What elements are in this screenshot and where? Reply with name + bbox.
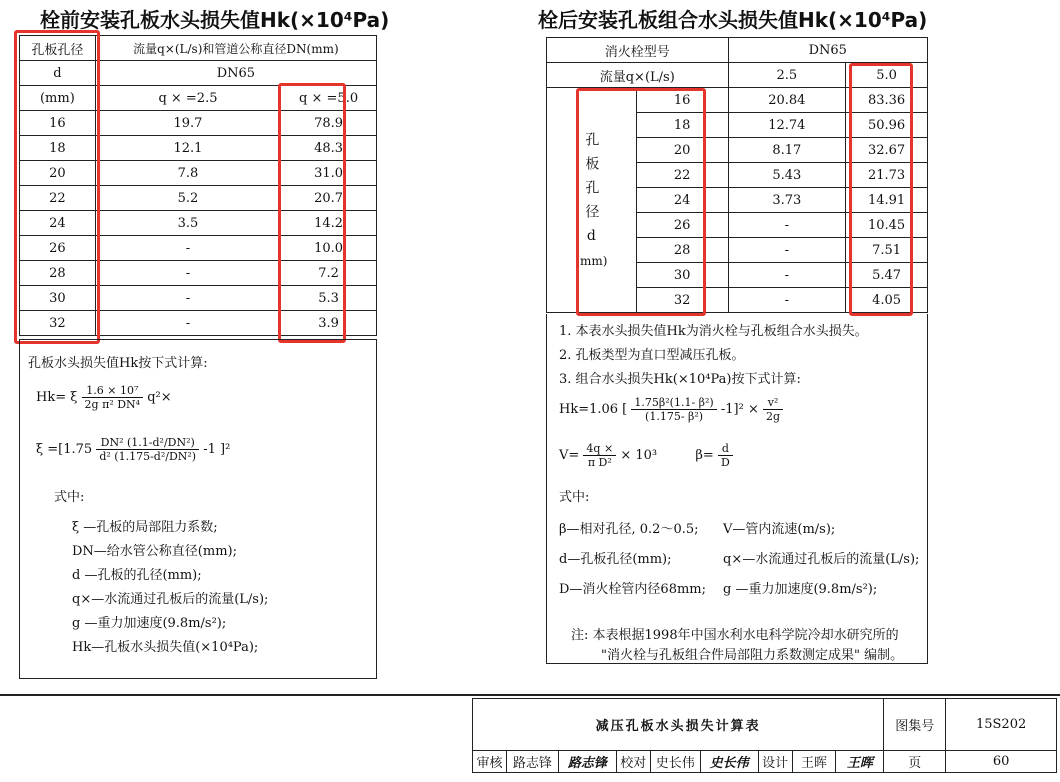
table-row — [20, 136, 377, 161]
formula-xi — [36, 436, 230, 463]
diameter-cell: 26 — [20, 236, 96, 261]
formula-beta-fraction — [718, 442, 733, 469]
def-qx-right: q×—水流通过孔板后的流量(L/s); — [723, 552, 920, 567]
diameter-cell: 30 — [20, 286, 96, 311]
col-d-label-3: (mm) — [20, 86, 96, 111]
vertical-diameter-text: 孔板孔径d — [583, 132, 600, 254]
flow-5-0-cell: 7.2 — [281, 261, 377, 286]
table-row — [20, 311, 377, 336]
def-hk: Hk—孔板水头损失值(×10⁴Pa); — [72, 640, 259, 655]
table-row — [547, 88, 928, 113]
flow-dn-header: 流量q×(L/s)和管道公称直径DN(mm) — [95, 36, 376, 61]
vertical-diameter-label — [547, 88, 637, 313]
hydrant-model-label: 消火栓型号 — [547, 38, 729, 63]
diameter-cell: 18 — [20, 136, 96, 161]
left-table-title: 栓前安装孔板水头损失值Hk(×10⁴Pa) — [40, 8, 390, 32]
diameter-cell: 20 — [20, 161, 96, 186]
formula-combined-den: (1.175- β²) — [645, 410, 704, 423]
formula-combined-fraction — [631, 396, 716, 423]
diameter-cell: 18 — [636, 113, 728, 138]
review-signature: 路志锋 — [558, 751, 616, 773]
formula-combined-num: 1.75β²(1.1- β²) — [631, 396, 716, 410]
diameter-cell: 24 — [20, 211, 96, 236]
diameter-cell: 20 — [636, 138, 728, 163]
formula-hk-den: 2g π² DN⁴ — [84, 398, 141, 411]
note-1: 1. 本表水头损失值Hk为消火栓与孔板组合水头损失。 — [559, 324, 868, 339]
flow-q2-header: q × =5.0 — [281, 86, 377, 111]
flow-2-5-cell: 3.73 — [728, 188, 846, 213]
flow-2-5-cell: - — [95, 286, 280, 311]
diameter-cell: 16 — [636, 88, 728, 113]
left-headloss-table — [19, 35, 377, 336]
col-d-label-1: 孔板孔径 — [20, 36, 96, 61]
where-label: 式中: — [54, 490, 85, 505]
source-note-2: "消火栓与孔板组合件局部阻力系数测定成果" 编制。 — [601, 648, 904, 663]
formula-velocity-fraction — [583, 442, 616, 469]
def-beta: β—相对孔径, 0.2～0.5; — [559, 522, 699, 537]
flow-2-5-cell: 7.8 — [95, 161, 280, 186]
note-2: 2. 孔板类型为直口型减压孔板。 — [559, 348, 745, 363]
flow-2-5-cell: - — [728, 288, 846, 313]
formula-hk-fraction — [82, 384, 144, 411]
table-row — [20, 236, 377, 261]
design-name: 王晖 — [792, 751, 836, 773]
flow-5-0-cell: 5.3 — [281, 286, 377, 311]
flow-2-5-cell: 5.43 — [728, 163, 846, 188]
diameter-cell: 32 — [20, 311, 96, 336]
flow-5-0-cell: 21.73 — [846, 163, 928, 188]
flow-2-5-cell: 3.5 — [95, 211, 280, 236]
table-row — [20, 261, 377, 286]
flow-label: 流量q×(L/s) — [547, 63, 729, 88]
flow-5-0-cell: 50.96 — [846, 113, 928, 138]
flow-5-0-cell: 20.7 — [281, 186, 377, 211]
formula-velocity-head — [763, 396, 783, 423]
check-label: 校对 — [616, 751, 650, 773]
formula-hk-num: 1.6 × 10⁷ — [82, 384, 144, 398]
title-block — [472, 698, 1057, 773]
formula-combined-lhs: Hk=1.06 [ — [559, 402, 628, 417]
def-d: d —孔板的孔径(mm); — [72, 568, 202, 583]
flow-5-0-cell: 78.9 — [281, 111, 377, 136]
flow-5-0-cell: 31.0 — [281, 161, 377, 186]
table-row — [20, 211, 377, 236]
def-D-inner: D—消火栓管内径68mm; — [559, 582, 706, 597]
formula-xi-lhs: ξ =[1.75 — [36, 442, 93, 457]
def-g-right: g —重力加速度(9.8m/s²); — [723, 582, 878, 597]
flow-q1-header: q × =2.5 — [95, 86, 280, 111]
formula-xi-tail: -1 ]² — [203, 442, 231, 457]
note-3: 3. 组合水头损失Hk(×10⁴Pa)按下式计算: — [559, 372, 801, 387]
flow-value-b: 5.0 — [846, 63, 928, 88]
formula-velocity-head-den: 2g — [766, 410, 781, 423]
diameter-cell: 28 — [636, 238, 728, 263]
formula-velocity-den: π D² — [587, 456, 612, 469]
diameter-cell: 30 — [636, 263, 728, 288]
flow-2-5-cell: - — [95, 236, 280, 261]
formula-velocity-lhs: V= — [559, 448, 580, 463]
formula-beta-num: d — [718, 442, 733, 456]
flow-5-0-cell: 14.2 — [281, 211, 377, 236]
def-velocity: V—管内流速(m/s); — [723, 522, 836, 537]
right-table-title: 栓后安装孔板组合水头损失值Hk(×10⁴Pa) — [538, 8, 928, 32]
flow-2-5-cell: - — [728, 213, 846, 238]
flow-5-0-cell: 3.9 — [281, 311, 377, 336]
flow-2-5-cell: - — [95, 311, 280, 336]
design-label: 设计 — [758, 751, 792, 773]
atlas-label: 图集号 — [884, 699, 946, 751]
formula-beta-lhs: β= — [695, 448, 714, 463]
right-headloss-table — [546, 37, 928, 313]
formula-combined-mid: -1]² × — [720, 402, 759, 417]
right-where-label: 式中: — [559, 490, 590, 505]
formula-xi-num: DN² (1.1-d²/DN²) — [96, 436, 199, 450]
flow-5-0-cell: 14.91 — [846, 188, 928, 213]
design-signature: 王晖 — [836, 751, 884, 773]
flow-2-5-cell: 5.2 — [95, 186, 280, 211]
flow-5-0-cell: 32.67 — [846, 138, 928, 163]
source-note-1: 注: 本表根据1998年中国水利水电科学院冷却水研究所的 — [571, 628, 899, 643]
flow-2-5-cell: 8.17 — [728, 138, 846, 163]
page-label: 页 — [884, 751, 946, 773]
def-dn: DN—给水管公称直径(mm); — [72, 544, 237, 559]
diameter-cell: 24 — [636, 188, 728, 213]
check-name: 史长伟 — [650, 751, 700, 773]
flow-2-5-cell: - — [728, 238, 846, 263]
flow-5-0-cell: 48.3 — [281, 136, 377, 161]
check-signature: 史长伟 — [700, 751, 758, 773]
flow-value-a: 2.5 — [728, 63, 846, 88]
formula-xi-den: d² (1.175-d²/DN²) — [99, 450, 197, 463]
diameter-cell: 28 — [20, 261, 96, 286]
formula-velocity-tail: × 10³ — [620, 448, 658, 463]
formula-beta-den: D — [720, 456, 730, 469]
left-calc-panel — [19, 339, 377, 679]
def-g: g —重力加速度(9.8m/s²); — [72, 616, 227, 631]
flow-5-0-cell: 4.05 — [846, 288, 928, 313]
def-qx: q×—水流通过孔板后的流量(L/s); — [72, 592, 269, 607]
diameter-cell: 26 — [636, 213, 728, 238]
table-row — [20, 111, 377, 136]
flow-2-5-cell: - — [95, 261, 280, 286]
flow-2-5-cell: 19.7 — [95, 111, 280, 136]
formula-combined — [559, 396, 783, 423]
def-d-right: d—孔板孔径(mm); — [559, 552, 672, 567]
formula-velocity-head-num: v² — [763, 396, 783, 410]
review-name: 路志锋 — [506, 751, 558, 773]
table-row — [20, 186, 377, 211]
formula-velocity — [559, 442, 733, 469]
formula-hk-lhs: Hk= ξ — [36, 390, 78, 405]
diameter-cell: 16 — [20, 111, 96, 136]
formula-velocity-num: 4q × — [583, 442, 616, 456]
flow-2-5-cell: 12.1 — [95, 136, 280, 161]
flow-2-5-cell: 20.84 — [728, 88, 846, 113]
formula-xi-fraction — [96, 436, 199, 463]
flow-5-0-cell: 5.47 — [846, 263, 928, 288]
col-d-label-2: d — [20, 61, 96, 86]
flow-5-0-cell: 10.45 — [846, 213, 928, 238]
vertical-diameter-unit: (mm) — [575, 254, 608, 268]
calc-title: 孔板水头损失值Hk按下式计算: — [28, 356, 208, 371]
flow-5-0-cell: 10.0 — [281, 236, 377, 261]
review-label: 审核 — [473, 751, 507, 773]
table-row — [20, 286, 377, 311]
def-xi: ξ —孔板的局部阻力系数; — [72, 520, 218, 535]
flow-2-5-cell: - — [728, 263, 846, 288]
formula-hk-tail: q²× — [147, 390, 172, 405]
drawing-title: 减压孔板水头损失计算表 — [473, 699, 884, 751]
hydrant-model-value: DN65 — [728, 38, 927, 63]
page-number: 60 — [946, 751, 1057, 773]
table-row — [20, 161, 377, 186]
flow-5-0-cell: 7.51 — [846, 238, 928, 263]
right-notes-panel — [546, 314, 928, 664]
diameter-cell: 22 — [20, 186, 96, 211]
diameter-cell: 32 — [636, 288, 728, 313]
flow-5-0-cell: 83.36 — [846, 88, 928, 113]
sheet-frame-line — [0, 694, 1060, 696]
diameter-cell: 22 — [636, 163, 728, 188]
formula-hk — [36, 384, 172, 411]
dn-header: DN65 — [95, 61, 376, 86]
flow-2-5-cell: 12.74 — [728, 113, 846, 138]
atlas-number: 15S202 — [946, 699, 1057, 751]
